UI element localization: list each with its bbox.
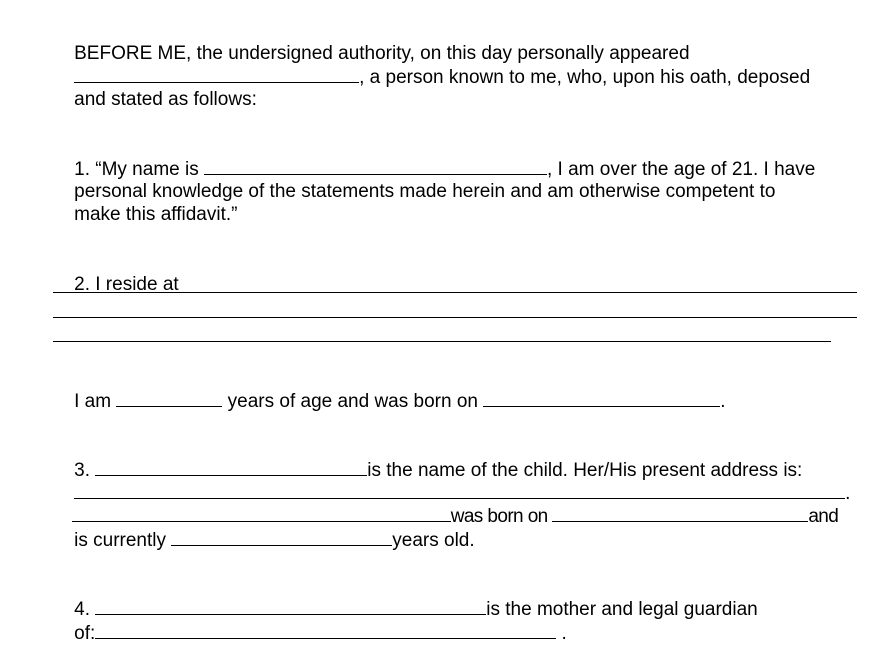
item1-suffix: , I am over the age of 21. I have — [547, 159, 816, 180]
item4-end: . — [556, 623, 567, 644]
item3-line2-end: . — [845, 483, 851, 504]
item3-born-on: was born on — [450, 506, 553, 527]
item3-suffix: is the name of the child. Her/His present address is: — [367, 460, 803, 481]
item4-suffix: is the mother and legal guardian — [486, 599, 758, 620]
item2-label: 2. I reside at — [74, 274, 179, 295]
age-blank[interactable] — [116, 389, 222, 407]
item1-text-3: make this affidavit.” — [74, 204, 238, 225]
age-line — [53, 366, 726, 436]
intro-text-3: and stated as follows: — [74, 89, 257, 110]
residence-blank-2[interactable] — [53, 317, 857, 318]
item3-currently: is currently — [74, 530, 172, 551]
intro-line-3 — [53, 65, 257, 134]
child-birth-date-blank[interactable] — [552, 504, 808, 522]
item3-years-old: years old. — [392, 530, 475, 551]
item3-and: and — [808, 506, 839, 527]
ward-name-blank[interactable] — [95, 621, 556, 639]
age-middle: years of age and was born on — [222, 391, 484, 412]
intro-text-1: BEFORE ME, the undersigned authority, on this day personally appeared — [74, 43, 690, 64]
age-prefix: I am — [74, 391, 117, 412]
residence-blank-1[interactable] — [53, 292, 857, 293]
item3-prefix: 3. — [74, 460, 96, 481]
item1-prefix: 1. “My name is — [74, 159, 204, 180]
item1-line-3 — [53, 180, 237, 249]
age-end: . — [720, 391, 726, 412]
item1-text-2: personal knowledge of the statements made herein and am otherwise competent to — [74, 181, 776, 202]
item2-line — [53, 250, 179, 319]
item3-line-4 — [53, 505, 475, 575]
item4-prefix: 4. — [74, 599, 96, 620]
item4-of: of: — [74, 623, 96, 644]
child-age-blank[interactable] — [171, 528, 392, 546]
birth-date-blank[interactable] — [483, 389, 720, 407]
intro-text-2: , a person known to me, who, upon his oath, deposed — [359, 67, 811, 88]
item4-line-2 — [53, 598, 567, 668]
residence-blank-3[interactable] — [53, 341, 831, 342]
